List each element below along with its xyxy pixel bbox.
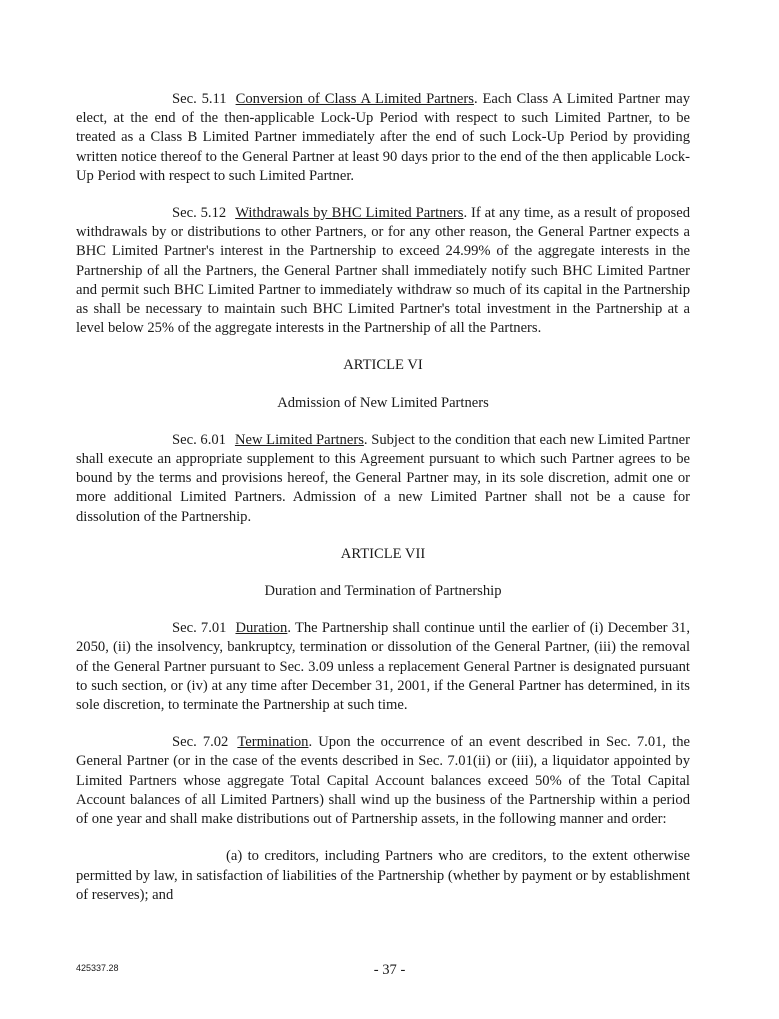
section-title: Duration (235, 620, 288, 637)
section-number: Sec. 5.11 (172, 91, 227, 107)
article-7-label: ARTICLE VII (340, 545, 426, 562)
section-body: . Each Class A Limited Partner may elect, at the end of the then-applicable Lock-Up Period with respect to such Limited Partner, to be treated as a Class B Limited Partner immediately after the end of such Lock-Up Period by providing written notice thereof to the General Partner at least 90 days prior to the end of the then applicable Lock-Up Period with respect to such Limited Partner. (76, 91, 690, 184)
section-number: Sec. 6.01 (172, 431, 226, 448)
section-7-02 (76, 733, 690, 829)
section-title: New Limited Partners (234, 431, 364, 448)
section-7-01 (76, 619, 690, 715)
document-page (76, 90, 690, 923)
page-number: - 37 - (373, 962, 406, 978)
section-title: Withdrawals by BHC Limited Partners (235, 205, 464, 222)
article-6-title: Admission of New Limited Partners (277, 394, 489, 411)
section-body: . If at any time, as a result of proposed withdrawals by or distributions to other Partners, or for any other reason, the General Partner expects a BHC Limited Partner's interest in the Partnership to exceed 24.99% of the aggregate interests in the Partnership of all the Partners, the General Partner shall immediately notify such BHC Limited Partner and permit such BHC Limited Partner to immediately withdraw so much of its capital in the Partnership as shall be necessary to maintain such BHC Limited Partner's total investment in the Partnership at a level below 25% of the aggregate interests in the Partnership of all the Partners. (76, 205, 690, 337)
section-number: Sec. 5.12 (172, 205, 227, 222)
article-6-label: ARTICLE VI (343, 357, 423, 374)
section-body: . Upon the occurrence of an event described in Sec. 7.01, the General Partner (or in the case of the events described in Sec. 7.01(ii) or (iii), a liquidator appointed by Limited Partners whose aggregate Total Capital Account balances exceed 50% of the Total Capital Account balances of all Limited Partners) shall wind up the business of the Partnership within a period of one year and shall make distributions out of Partnership assets, in the following manner and order: (76, 734, 690, 828)
document-id: 425337.28 (76, 963, 119, 973)
section-body: . Subject to the condition that each new Limited Partner shall execute an appropriate supplement to this Agreement pursuant to which such Partner agrees to be bound by the terms and provisions hereof, the General Partner may, in its sole discretion, admit one or more additional Limited Partners. Admission of a new Limited Partner shall not be a cause for dissolution of the Partnership. (76, 431, 690, 525)
section-6-01 (76, 431, 690, 527)
section-5-11 (76, 90, 690, 186)
section-number: Sec. 7.01 (172, 620, 227, 637)
section-title: Conversion of Class A Limited Partners (235, 91, 474, 107)
section-number: Sec. 7.02 (172, 734, 229, 751)
section-body: . The Partnership shall continue until the earlier of (i) December 31, 2050, (ii) the insolvency, bankruptcy, termination or dissolution of the General Partner, (iii) the removal of the General Partner pursuant to Sec. 3.09 unless a replacement General Partner is designated pursuant to such section, or (iv) at any time after December 31, 2001, if the General Partner has determined, in its sole discretion, to terminate the Partnership at such time. (76, 620, 690, 714)
clause-a: (a) to creditors, including Partners who are creditors, to the extent otherwise permitted by law, in satisfaction of liabilities of the Partnership (whether by payment or by establishment of reserves); and (76, 848, 690, 903)
section-5-12 (76, 204, 690, 338)
section-title: Termination (237, 734, 309, 751)
article-7-title: Duration and Termination of Partnership (264, 583, 502, 600)
